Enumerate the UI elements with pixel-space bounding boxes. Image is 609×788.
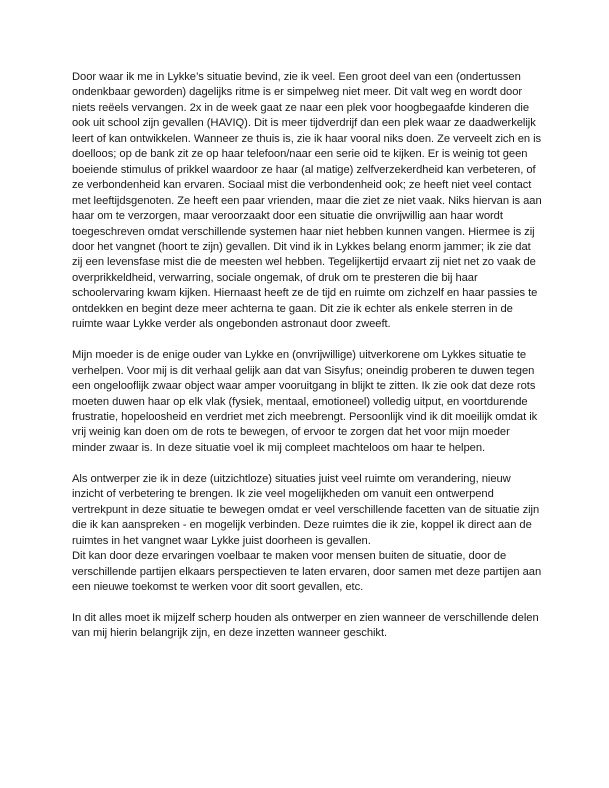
text-line: ze verbondenheid kan ervaren. Sociaal mist die verbondenheid ook; ze heeft niet veel contact [72,179,532,192]
paragraph [72,348,542,456]
text-line: ruimte waar Lykke verder als ongebonden astronaut door zweeft. [72,318,391,331]
text-line: Dit kan door deze ervaringen voelbaar te maken voor mensen buiten de situatie, door de [72,550,507,563]
text-line: een nieuwe toekomst te werken voor dit soort gevallen, etc. [72,581,364,594]
text-line: toegeschreven omdat verschillende systemen haar niet hebben kunnen vangen. Hiermee is zij [72,225,535,238]
text-line: vertrekpunt in deze situatie te bewegen omdat er veel verschillende facetten van de situatie zijn [72,503,540,516]
text-line: verhelpen. Voor mij is dit verhaal gelijk aan dat van Sisyfus; oneindig proberen te duwen tegen [72,364,535,377]
paragraph [72,549,542,595]
document-body [72,70,542,657]
text-line: ontdekken en begint deze meer achterna te gaan. Dit zie ik echter als enkele sterren in de [72,302,513,315]
text-line: verschillende partijen elkaars perspectieven te laten ervaren, door samen met deze partijen aan [72,565,542,578]
text-line: vrij weinig kan doen om de rots te bewegen, of ervoor te zorgen dat het voor mijn moeder [72,426,510,439]
paragraph [72,70,542,333]
text-line: Door waar ik me in Lykke’s situatie bevind, zie ik veel. Een groot deel van een (ondertussen [72,71,521,83]
text-line: frustratie, hopeloosheid en verdriet met zich meebrengt. Persoonlijk vind ik dit moeilijk omdat ik [72,411,538,424]
paragraph [72,472,542,549]
text-line: haar om te verzorgen, maar veroorzaakt door een situatie die onvrijwillig aan haar wordt [72,210,503,223]
text-line: doelloos; op de bank zit ze op haar telefoon/naar een serie oid te kijken. Er is weinig tot geen [72,148,528,161]
text-line: minder zwaar is. In deze situatie voel ik mij compleet machteloos om haar te helpen. [72,441,486,454]
text-line: niets reëels vervangen. 2x in de week gaat ze naar een plek voor hoogbegaafde kinderen die [72,101,529,114]
text-line: moeten duwen haar op elk vlak (fysiek, mentaal, emotioneel) volledig uitput, en voortdurende [72,395,528,408]
text-line: Mijn moeder is de enige ouder van Lykke en (onvrijwillige) uitverkorene om Lykkes situatie te [72,349,527,362]
text-line: leert of kan ontwikkelen. Wanneer ze thuis is, zie ik haar vooral niks doen. Ze verveelt zich en is [72,132,542,145]
text-line: boeiende stimulus of prikkel waardoor ze haar (al matige) zelfverzekerdheid kan verbeteren, of [72,163,536,176]
text-line: met leeftijdsgenoten. Ze heeft een paar vrienden, maar die ziet ze niet vaak. Niks hiervan is aan [72,194,542,207]
text-line: inzicht of verbetering te brengen. Ik zie veel mogelijkheden om vanuit een ontwerpend [72,488,494,501]
text-line: ook uit school zijn gevallen (HAVIQ). Dit is meer tijdverdrijf dan een plek waar ze daadwerkelijk [72,117,536,130]
text-line: van mij hierin belangrijk zijn, en deze inzetten wanneer geschikt. [72,627,388,640]
text-line: overprikkeldheid, verwarring, sociale ongemak, of druk om te presteren die bij haar [72,271,478,284]
paragraph [72,611,542,642]
text-line: schoolervaring kwam kijken. Hiernaast heeft ze de tijd en ruimte om zichzelf en haar passies te [72,287,538,300]
text-line: In dit alles moet ik mijzelf scherp houden als ontwerper en zien wanneer de verschillende delen [72,612,539,624]
text-line: een ongelooflijk zwaar object waar amper vooruitgang in blijkt te zitten. Ik zie ook dat deze rots [72,380,536,393]
text-line: Als ontwerper zie ik in deze (uitzichtloze) situaties juist veel ruimte om verandering, nieuw [72,472,511,485]
text-line: ondenkbaar geworden) dagelijks ritme is er simpelweg niet meer. Dit valt weg en wordt door [72,86,523,99]
text-line: ruimtes in het vangnet waar Lykke juist doorheen is gevallen. [72,534,371,547]
text-line: zij een levensfase mist die de meesten wel hebben. Tegelijkertijd ervaart zij niet net zo vaak de [72,256,536,269]
text-line: die ik kan aanspreken - en mogelijk verbinden. Deze ruimtes die ik zie, koppel ik direct aan de [72,519,532,532]
text-line: door het vangnet (hoort te zijn) gevallen. Dit vind ik in Lykkes belang enorm jammer; ik zie dat [72,240,531,253]
